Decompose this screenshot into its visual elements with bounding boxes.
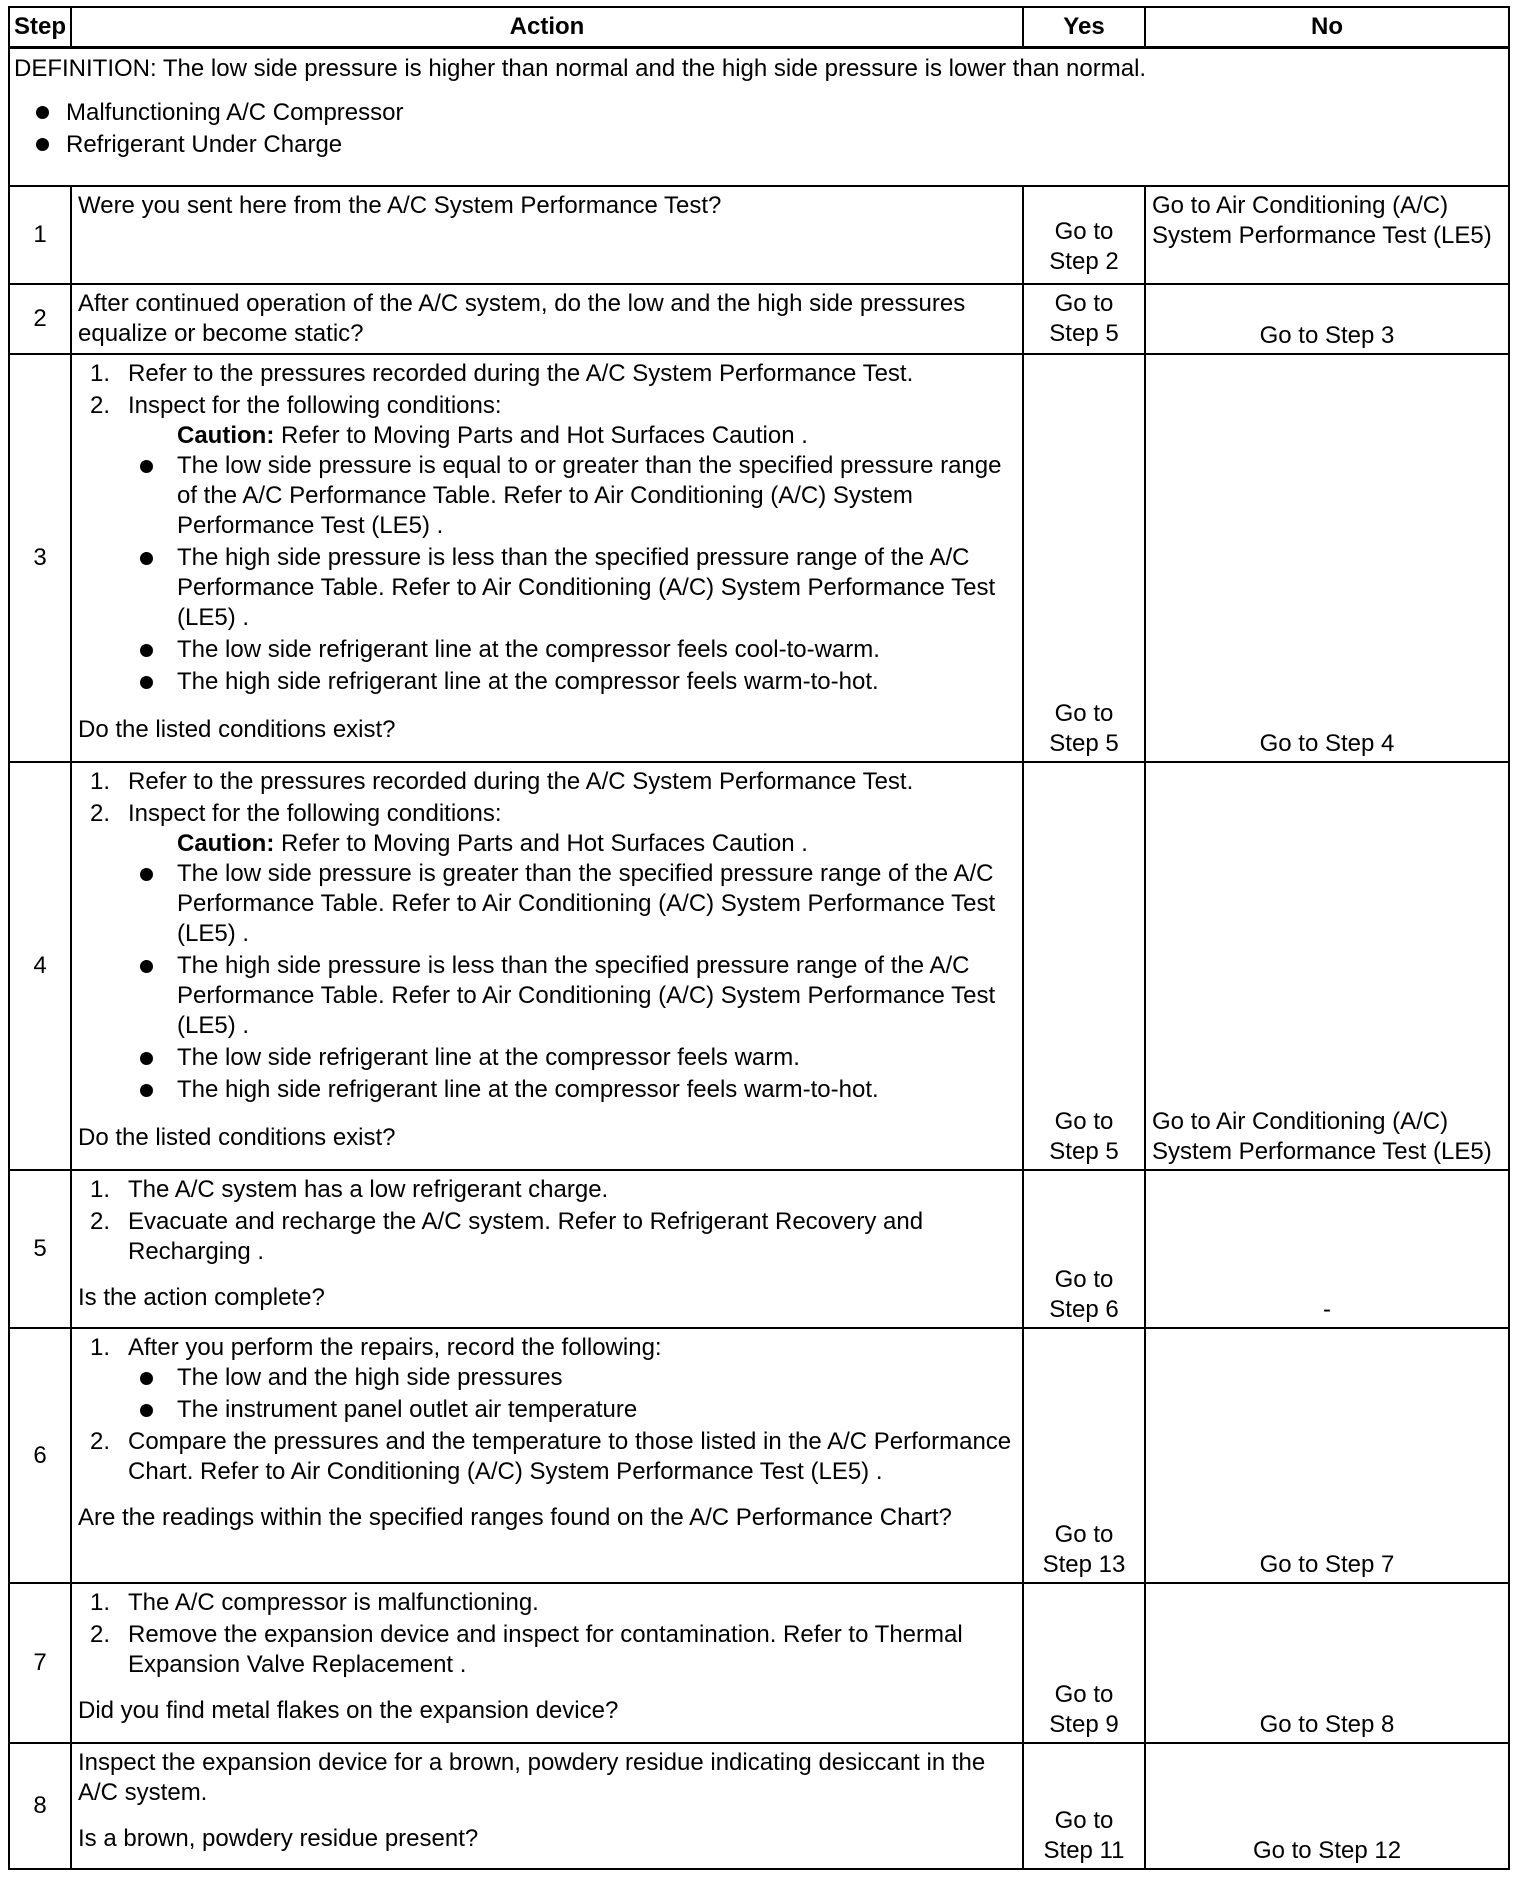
table-row [9, 284, 1509, 354]
step-action: After continued operation of the A/C system, do the low and the high side pressures equalize or become static? [71, 284, 1023, 354]
step-number: 2 [9, 284, 71, 354]
no-result: Go to Air Conditioning (A/C) System Performance Test (LE5) [1145, 186, 1509, 284]
step-action: Were you sent here from the A/C System Performance Test? [71, 186, 1023, 284]
step-question: Is a brown, powdery residue present? [78, 1825, 479, 1852]
yes-result: Go to Step 5 [1023, 354, 1145, 762]
action-step: 2. Compare the pressures and the temperature to those listed in the A/C Performance Chart. Refer to Air Conditioning (A/C) System Performance Test (LE5) . [90, 1428, 1012, 1485]
step-number: 6 [9, 1328, 71, 1583]
step-action [71, 1743, 1023, 1869]
action-steps [78, 1175, 1016, 1267]
table-row [9, 1328, 1509, 1583]
cause-item: Refrigerant Under Charge [14, 129, 1502, 161]
yes-result: Go to Step 13 [1023, 1328, 1145, 1583]
yes-result: Go to Step 6 [1023, 1170, 1145, 1328]
table-row [9, 1743, 1509, 1869]
step-number: 4 [9, 762, 71, 1170]
yes-result: Go to Step 5 [1023, 284, 1145, 354]
action-steps [78, 1333, 1016, 1487]
no-result: - [1145, 1170, 1509, 1328]
header-step: Step [9, 7, 71, 48]
no-result: Go to Step 4 [1145, 354, 1509, 762]
table-row [9, 1170, 1509, 1328]
condition-item: The high side pressure is less than the specified pressure range of the A/C Performance Table. Refer to Air Conditioning (A/C) System Performance Test (LE5) . [128, 951, 1016, 1041]
condition-item: The low side pressure is equal to or greater than the specified pressure range of the A/C Performance Table. Refer to Air Conditioning (A/C) System Performance Test (LE5) . [128, 451, 1016, 541]
yes-result: Go to Step 11 [1023, 1743, 1145, 1869]
step-question: Do the listed conditions exist? [78, 1124, 396, 1151]
record-list [128, 1363, 1016, 1425]
condition-item: The high side refrigerant line at the compressor feels warm-to-hot. [128, 667, 1016, 697]
record-item: The low and the high side pressures [128, 1363, 1016, 1393]
caution-note: Caution: Refer to Moving Parts and Hot Surfaces Caution . [177, 830, 808, 857]
table-row [9, 354, 1509, 762]
table-row [9, 1583, 1509, 1743]
action-step: 1. The A/C compressor is malfunctioning. [90, 1589, 539, 1616]
step-number: 3 [9, 354, 71, 762]
action-steps [78, 359, 1016, 697]
step-action [71, 354, 1023, 762]
action-step: 2. Remove the expansion device and inspect for contamination. Refer to Thermal Expansion Valve Replacement . [90, 1621, 963, 1678]
condition-item: The low side refrigerant line at the compressor feels cool-to-warm. [128, 635, 1016, 665]
step-question: Did you find metal flakes on the expansion device? [78, 1697, 619, 1724]
no-result: Go to Step 8 [1145, 1583, 1509, 1743]
yes-result: Go to Step 9 [1023, 1583, 1145, 1743]
yes-result: Go to Step 2 [1023, 186, 1145, 284]
record-item: The instrument panel outlet air temperature [128, 1395, 1016, 1425]
header-row [9, 7, 1509, 48]
definition-causes [14, 97, 1502, 161]
definition-row [9, 48, 1509, 187]
definition-text: DEFINITION: The low side pressure is higher than normal and the high side pressure is lower than normal. [14, 55, 1147, 82]
yes-result: Go to Step 5 [1023, 762, 1145, 1170]
step-question: Are the readings within the specified ranges found on the A/C Performance Chart? [78, 1504, 952, 1531]
action-step: 2. Inspect for the following conditions: Caution: Refer to Moving Parts and Hot Surfaces Caution . The low side pressure is equal to or greater than the specified pressure range of the A/C Performance Table. Refer to Air Conditioning (A/C) System Performance Test (LE5) . The high side pressure is less than the specified pressure range of the A/C Performance Table. Refer to Air Conditioning (A/C) System Performance Test (LE5) . The low side refrigerant line at the compressor feels cool-to-warm. The high side refrigerant line at the compressor feels warm-to-hot. [78, 391, 1016, 697]
header-no: No [1145, 7, 1509, 48]
no-result: Go to Air Conditioning (A/C) System Performance Test (LE5) [1145, 762, 1509, 1170]
no-result: Go to Step 7 [1145, 1328, 1509, 1583]
caution-note: Caution: Refer to Moving Parts and Hot Surfaces Caution . [177, 422, 808, 449]
action-step: 1. Refer to the pressures recorded during the A/C System Performance Test. [90, 360, 914, 387]
action-step: 2. Evacuate and recharge the A/C system. Refer to Refrigerant Recovery and Recharging . [90, 1208, 924, 1265]
definition-cell [9, 48, 1509, 187]
no-result: Go to Step 3 [1145, 284, 1509, 354]
step-number: 5 [9, 1170, 71, 1328]
condition-item: The high side refrigerant line at the compressor feels warm-to-hot. [128, 1075, 1016, 1105]
step-number: 1 [9, 186, 71, 284]
condition-list [128, 451, 1016, 697]
action-steps [78, 767, 1016, 1105]
table-row [9, 762, 1509, 1170]
table-row [9, 186, 1509, 284]
step-action [71, 1583, 1023, 1743]
action-step: 1. After you perform the repairs, record the following: The low and the high side pressures The instrument panel outlet air temperature [78, 1333, 1016, 1425]
step-number: 7 [9, 1583, 71, 1743]
header-action: Action [71, 7, 1023, 48]
header-yes: Yes [1023, 7, 1145, 48]
action-step: 2. Inspect for the following conditions: Caution: Refer to Moving Parts and Hot Surfaces Caution . The low side pressure is greater than the specified pressure range of the A/C Performance Table. Refer to Air Conditioning (A/C) System Performance Test (LE5) . The high side pressure is less than the specified pressure range of the A/C Performance Table. Refer to Air Conditioning (A/C) System Performance Test (LE5) . The low side refrigerant line at the compressor feels warm. The high side refrigerant line at the compressor feels warm-to-hot. [78, 799, 1016, 1105]
step-action [71, 1170, 1023, 1328]
diagnostic-table [8, 6, 1510, 1870]
step-action [71, 1328, 1023, 1583]
step-action-text: Inspect the expansion device for a brown, powdery residue indicating desiccant in the A/C system. [78, 1749, 986, 1806]
action-step: 1. The A/C system has a low refrigerant charge. [90, 1176, 609, 1203]
action-steps [78, 1588, 1016, 1680]
step-question: Do the listed conditions exist? [78, 716, 396, 743]
condition-item: The high side pressure is less than the specified pressure range of the A/C Performance Table. Refer to Air Conditioning (A/C) System Performance Test (LE5) . [128, 543, 1016, 633]
step-number: 8 [9, 1743, 71, 1869]
cause-item: Malfunctioning A/C Compressor [14, 97, 1502, 129]
step-question: Is the action complete? [78, 1284, 325, 1311]
step-action [71, 762, 1023, 1170]
condition-item: The low side refrigerant line at the compressor feels warm. [128, 1043, 1016, 1073]
condition-list [128, 859, 1016, 1105]
condition-item: The low side pressure is greater than the specified pressure range of the A/C Performance Table. Refer to Air Conditioning (A/C) System Performance Test (LE5) . [128, 859, 1016, 949]
action-step: 1. Refer to the pressures recorded during the A/C System Performance Test. [90, 768, 914, 795]
no-result: Go to Step 12 [1145, 1743, 1509, 1869]
